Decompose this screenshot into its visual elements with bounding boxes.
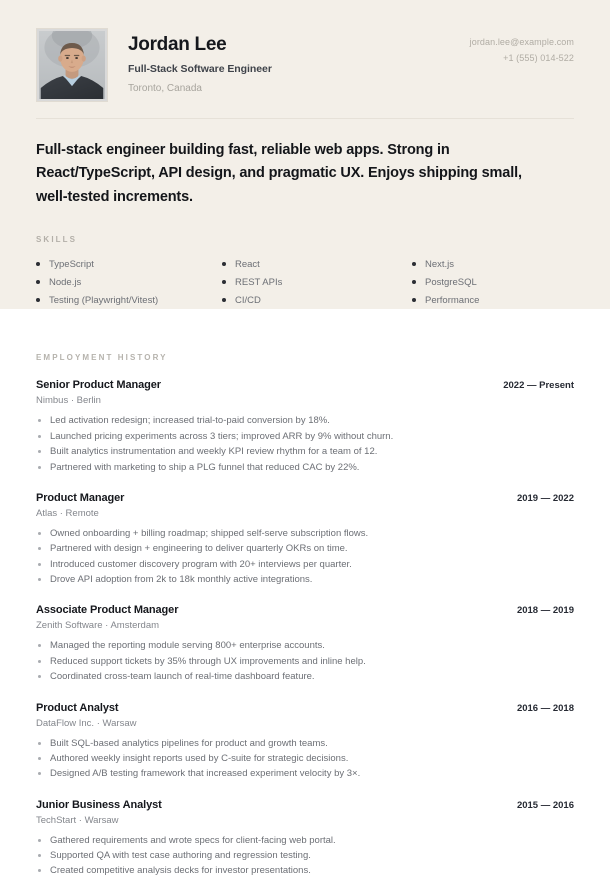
job-role: Senior Product Manager bbox=[36, 379, 161, 392]
header-divider bbox=[36, 118, 574, 119]
job-bullet: Designed A/B testing framework that increased experiment velocity by 3×. bbox=[36, 766, 574, 781]
job-dates: 2019 — 2022 bbox=[516, 492, 574, 504]
job-bullet: Owned onboarding + billing roadmap; shipped self-serve subscription flows. bbox=[36, 526, 574, 541]
job-bullet: Drove API adoption from 2k to 18k monthly active integrations. bbox=[36, 572, 574, 587]
job-dates: 2016 — 2018 bbox=[516, 702, 574, 714]
phone-text[interactable]: +1 (555) 014-522 bbox=[503, 52, 574, 63]
job-entry bbox=[36, 604, 574, 684]
headshot-photo-icon bbox=[39, 31, 105, 99]
job-bullet: Created competitive analysis decks for investor presentations. bbox=[36, 863, 574, 878]
skill-label: Next.js bbox=[425, 258, 455, 270]
skill-item bbox=[222, 273, 412, 291]
name-block bbox=[128, 28, 272, 94]
skill-item bbox=[36, 291, 222, 309]
resume-header-band bbox=[0, 0, 610, 309]
job-company: Atlas · Remote bbox=[36, 507, 99, 519]
skills-section-label: SKILLS bbox=[36, 235, 78, 245]
job-bullet: Partnered with marketing to ship a PLG funnel that reduced CAC by 22%. bbox=[36, 460, 574, 475]
job-header bbox=[36, 492, 574, 504]
bullet-dot-icon bbox=[412, 262, 416, 266]
header-row bbox=[36, 28, 574, 102]
email-text[interactable]: jordan.lee@example.com bbox=[469, 37, 574, 47]
bullet-dot-icon bbox=[36, 280, 40, 284]
bullet-dot-icon bbox=[412, 298, 416, 302]
skill-item bbox=[36, 273, 222, 291]
job-dates: 2022 — Present bbox=[503, 380, 574, 392]
bullet-dot-icon bbox=[36, 262, 40, 266]
skill-item bbox=[412, 291, 574, 309]
skill-label: Performance bbox=[425, 294, 480, 306]
skill-label: Testing (Playwright/Vitest) bbox=[49, 294, 159, 306]
skill-item bbox=[222, 255, 412, 273]
job-entry bbox=[36, 492, 574, 588]
job-role: Associate Product Manager bbox=[36, 604, 179, 617]
skill-label: Node.js bbox=[49, 276, 82, 288]
job-entry bbox=[36, 702, 574, 782]
job-bullet: Built SQL-based analytics pipelines for product and growth teams. bbox=[36, 736, 574, 751]
job-bullet: Introduced customer discovery program with 20+ interviews per quarter. bbox=[36, 557, 574, 572]
job-entry bbox=[36, 799, 574, 879]
full-name: Jordan Lee bbox=[128, 34, 227, 55]
job-header bbox=[36, 702, 574, 714]
job-header bbox=[36, 799, 574, 811]
job-bullets bbox=[36, 413, 574, 475]
identity-block bbox=[36, 28, 272, 102]
bullet-dot-icon bbox=[222, 298, 226, 302]
job-bullet: Supported QA with test case authoring and regression testing. bbox=[36, 848, 574, 863]
contact-block bbox=[470, 28, 574, 67]
professional-title: Full-Stack Software Engineer bbox=[128, 62, 272, 75]
skill-label: PostgreSQL bbox=[425, 276, 477, 288]
skill-item bbox=[222, 291, 412, 309]
avatar bbox=[36, 28, 108, 102]
job-bullet: Led activation redesign; increased trial-to-paid conversion by 18%. bbox=[36, 413, 574, 428]
skills-grid bbox=[36, 255, 574, 309]
skill-item bbox=[36, 255, 222, 273]
job-bullet: Managed the reporting module serving 800+ enterprise accounts. bbox=[36, 638, 574, 653]
job-bullets bbox=[36, 638, 574, 684]
job-company: DataFlow Inc. · Warsaw bbox=[36, 717, 137, 729]
employment-section-label: EMPLOYMENT HISTORY bbox=[36, 353, 168, 363]
job-company: Nimbus · Berlin bbox=[36, 395, 101, 407]
bullet-dot-icon bbox=[412, 280, 416, 284]
job-role: Product Manager bbox=[36, 491, 125, 504]
location-text: Toronto, Canada bbox=[128, 82, 202, 94]
job-header bbox=[36, 379, 574, 391]
bullet-dot-icon bbox=[222, 280, 226, 284]
job-bullet: Partnered with design + engineering to deliver quarterly OKRs on time. bbox=[36, 541, 574, 556]
job-bullet: Built analytics instrumentation and weekly KPI review rhythm for a team of 12. bbox=[36, 444, 574, 459]
skill-label: REST APIs bbox=[235, 276, 283, 288]
skill-item bbox=[412, 273, 574, 291]
job-role: Product Analyst bbox=[36, 701, 119, 714]
job-dates: 2018 — 2019 bbox=[516, 605, 574, 617]
job-bullet: Launched pricing experiments across 3 tiers; improved ARR by 9% without churn. bbox=[36, 429, 574, 444]
job-bullets bbox=[36, 736, 574, 782]
job-company: TechStart · Warsaw bbox=[36, 814, 119, 826]
job-bullet: Coordinated cross-team launch of real-time dashboard feature. bbox=[36, 669, 574, 684]
skill-item bbox=[412, 255, 574, 273]
job-header bbox=[36, 604, 574, 616]
job-bullets bbox=[36, 833, 574, 879]
job-dates: 2015 — 2016 bbox=[516, 799, 574, 811]
bullet-dot-icon bbox=[36, 298, 40, 302]
job-bullet: Reduced support tickets by 35% through UX improvements and inline help. bbox=[36, 654, 574, 669]
summary-text: Full-stack engineer building fast, reliable web apps. Strong in React/TypeScript, API design, and pragmatic UX. Enjoys shipping small, well-tested increments. bbox=[36, 142, 522, 205]
employment-section bbox=[0, 309, 610, 878]
job-bullet: Gathered requirements and wrote specs for client-facing web portal. bbox=[36, 833, 574, 848]
skill-label: React bbox=[235, 258, 260, 270]
bullet-dot-icon bbox=[222, 262, 226, 266]
skill-label: CI/CD bbox=[235, 294, 261, 306]
job-role: Junior Business Analyst bbox=[36, 798, 162, 811]
skill-label: TypeScript bbox=[49, 258, 94, 270]
job-company: Zenith Software · Amsterdam bbox=[36, 620, 160, 632]
job-bullets bbox=[36, 526, 574, 588]
job-entry bbox=[36, 379, 574, 475]
job-bullet: Authored weekly insight reports used by C-suite for strategic decisions. bbox=[36, 751, 574, 766]
